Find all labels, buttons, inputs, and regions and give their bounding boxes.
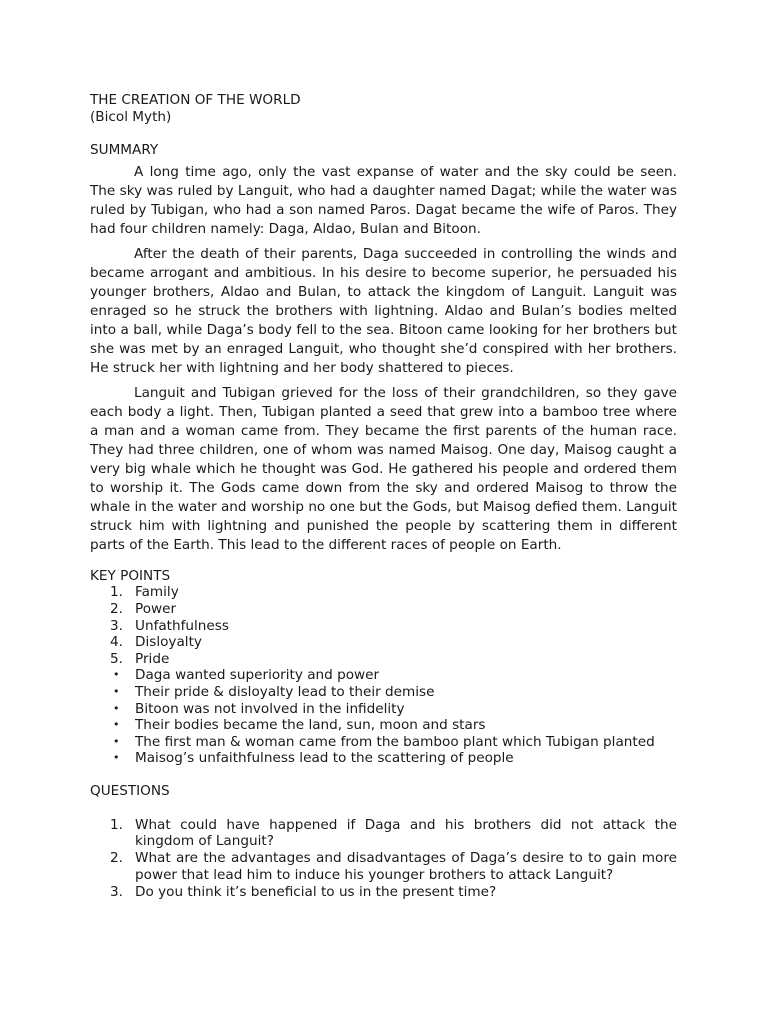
questions-list [90, 817, 677, 901]
list-item [90, 651, 677, 668]
list-item-text: Their pride & disloyalty lead to their demise [135, 683, 435, 700]
list-item-text: Pride [135, 650, 170, 667]
list-number: 5. [110, 650, 123, 667]
list-number: 3. [110, 883, 123, 900]
list-item-text: The first man & woman came from the bamboo plant which Tubigan planted [135, 733, 655, 750]
list-item [90, 684, 677, 701]
list-item-text: Bitoon was not involved in the infidelity [135, 700, 405, 717]
bullet-icon: • [113, 684, 120, 698]
list-item-text: Power [135, 600, 177, 617]
list-item-text: Maisog’s unfaithfulness lead to the scattering of people [135, 750, 514, 767]
question-item [90, 884, 677, 901]
list-number: 2. [110, 600, 123, 617]
bullet-icon: • [113, 718, 120, 732]
list-number: 3. [110, 617, 123, 634]
summary-heading: SUMMARY [90, 142, 159, 159]
question-item [90, 850, 677, 884]
list-item-text: Their bodies became the land, sun, moon and stars [135, 717, 486, 734]
document-title: THE CREATION OF THE WORLD [90, 92, 301, 108]
key-points-heading: KEY POINTS [90, 567, 171, 584]
list-item [90, 667, 677, 684]
bullet-icon: • [113, 668, 120, 682]
list-item [90, 750, 677, 767]
summary-paragraph: A long time ago, only the vast expanse of water and the sky could be seen. The sky was ruled by Languit, who had a daughter named Dagat; while the water was ruled by Tubigan, who had a son named Paros. Dagat became the wife of Paros. They had four children namely: Daga, Aldao, Bulan and Bitoon. [90, 163, 677, 237]
question-text: What are the advantages and disadvantages of Daga’s desire to to gain more power that lead him to induce his younger brothers to attack Languit? [135, 850, 677, 883]
list-item [90, 584, 677, 601]
list-number: 1. [110, 584, 123, 601]
list-item-text: Family [135, 584, 179, 601]
document-subtitle: (Bicol Myth) [90, 108, 172, 125]
questions-heading: QUESTIONS [90, 782, 170, 799]
summary-paragraph: After the death of their parents, Daga succeeded in controlling the winds and became arrogant and ambitious. In his desire to become superior, he persuaded his younger brothers, Aldao and Bulan, to attack the kingdom of Languit. Languit was enraged so he struck the brothers with lightning. Aldao and Bulan’s bodies melted into a ball, while Daga’s body fell to the sea. Bitoon came looking for her brothers but she was met by an enraged Languit, who thought she’d conspired with her brothers. He struck her with lightning and her body shattered to pieces. [90, 245, 677, 376]
question-text: Do you think it’s beneficial to us in the present time? [135, 883, 497, 900]
question-item [90, 817, 677, 851]
question-text: What could have happened if Daga and his brothers did not attack the kingdom of Languit? [135, 816, 677, 850]
list-item-text: Unfathfulness [135, 617, 229, 634]
list-item-text: Disloyalty [135, 634, 202, 651]
summary-paragraph: Languit and Tubigan grieved for the loss of their grandchildren, so they gave each body a light. Then, Tubigan planted a seed that grew into a bamboo tree where a man and a woman came from. They became the first parents of the human race. They had three children, one of whom was named Maisog. One day, Maisog caught a very big whale which he thought was God. He gathered his people and ordered them to worship it. The Gods came down from the sky and ordered Maisog to throw the whale in the water and worship no one but the Gods, but Maisog defied them. Languit struck him with lightning and punished the people by scattering them in different parts of the Earth. This lead to the different races of people on Earth. [90, 384, 677, 553]
list-number: 1. [110, 816, 123, 833]
list-item-text: Daga wanted superiority and power [135, 667, 380, 684]
bullet-icon: • [113, 751, 120, 765]
list-item [90, 717, 677, 734]
list-item [90, 634, 677, 651]
document-page [90, 92, 677, 900]
list-item [90, 618, 677, 635]
list-number: 2. [110, 850, 123, 867]
list-item [90, 601, 677, 618]
list-item [90, 701, 677, 718]
bullet-icon: • [113, 734, 120, 748]
bullet-icon: • [113, 701, 120, 715]
list-number: 4. [110, 634, 123, 651]
list-item [90, 734, 677, 751]
key-points-list [90, 584, 677, 767]
